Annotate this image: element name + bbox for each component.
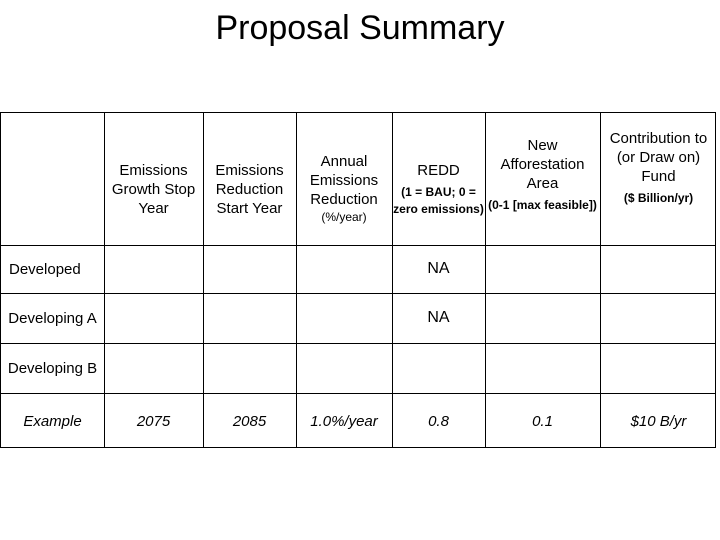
header-label: Contribution to (or Draw on) Fund [609, 130, 708, 185]
cell-value: 2085 [232, 412, 267, 430]
row-label-example [1, 393, 104, 449]
header-label: New Afforestation Area [500, 137, 585, 192]
cell-value: 0.1 [532, 412, 553, 430]
na-value: NA [427, 260, 450, 277]
header-unit: (%/year) [321, 210, 367, 224]
row-label: Developed [9, 260, 81, 278]
row-label: Example [23, 412, 82, 430]
page-title: Proposal Summary [215, 9, 505, 47]
example-afforestation [485, 393, 600, 449]
example-annual-reduction [296, 393, 392, 449]
header-growth-stop-year [104, 113, 203, 245]
header-label: REDD [417, 161, 460, 179]
developed-redd-na [392, 245, 485, 293]
header-label: Emissions Reduction Start Year [215, 161, 284, 217]
row-divider [1, 343, 715, 344]
header-label: Annual Emissions Reduction [309, 153, 379, 208]
row-divider [1, 245, 715, 246]
cell-value: $10 B/yr [630, 412, 687, 430]
header-redd [392, 113, 485, 245]
example-contribution [600, 393, 717, 449]
header-reduction-start-year [203, 113, 296, 245]
developing-a-redd-na [392, 293, 485, 343]
header-label: Emissions Growth Stop Year [111, 161, 196, 217]
cell-value: 2075 [136, 412, 171, 430]
example-redd [392, 393, 485, 449]
cell-value: 1.0%/year [310, 412, 378, 430]
row-divider [1, 293, 715, 294]
cell-value: 0.8 [428, 412, 449, 430]
example-reduction-start-year [203, 393, 296, 449]
na-value: NA [427, 309, 450, 326]
proposal-summary-table [0, 112, 716, 448]
header-note: (1 = BAU; 0 = zero emissions) [393, 184, 484, 216]
row-label-developed [1, 245, 104, 293]
row-label-developing-a [1, 293, 104, 343]
header-annual-reduction [296, 113, 392, 245]
header-unit: ($ Billion/yr) [623, 191, 694, 205]
header-note: (0-1 [max feasible]) [488, 198, 597, 212]
header-contribution [600, 113, 717, 245]
row-label: Developing B [7, 359, 98, 377]
example-growth-stop-year [104, 393, 203, 449]
header-afforestation [485, 113, 600, 245]
row-label: Developing A [8, 309, 97, 327]
row-label-developing-b [1, 343, 104, 393]
